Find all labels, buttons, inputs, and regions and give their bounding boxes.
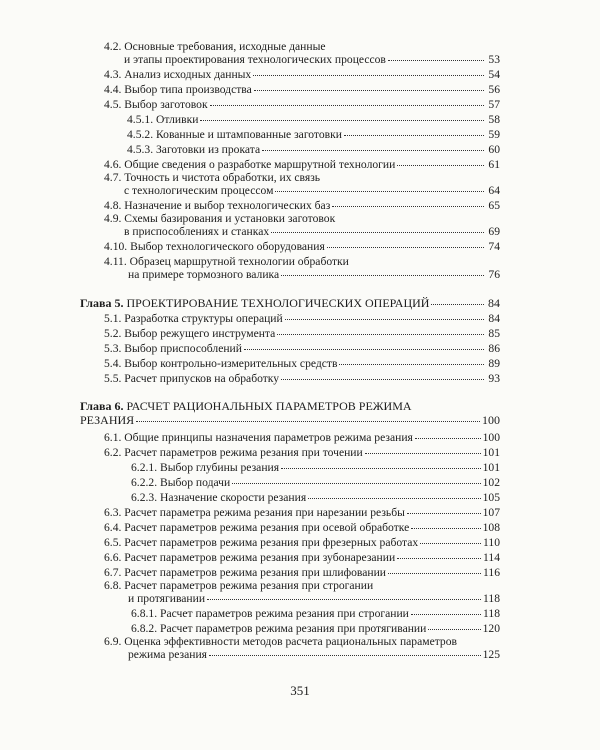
entry-number: 6.8.1. <box>131 607 158 620</box>
entry-page: 100 <box>482 431 500 444</box>
entry-number: 4.5.1. <box>127 113 154 126</box>
toc-entry <box>104 83 500 96</box>
entry-page: 116 <box>483 566 500 579</box>
entry-page: 56 <box>488 83 500 96</box>
toc-entry <box>131 622 500 635</box>
entry-title: Оценка эффективности методов расчета рациональных параметров <box>124 635 457 648</box>
leader-dots <box>281 468 481 469</box>
entry-number: 6.3. <box>104 506 122 519</box>
leader-dots <box>407 513 481 514</box>
entry-page: 74 <box>488 240 500 253</box>
leader-dots <box>428 629 480 630</box>
toc-entry <box>104 579 500 605</box>
entry-page: 105 <box>482 491 500 504</box>
toc-entry <box>104 372 500 385</box>
entry-title-cont: режима резания <box>128 648 208 661</box>
leader-dots <box>411 528 480 529</box>
entry-number: 4.9. <box>104 212 122 225</box>
toc-entry <box>104 40 500 66</box>
entry-title: Назначение скорости резания <box>160 491 307 504</box>
leader-dots <box>281 379 484 380</box>
leader-dots <box>388 60 484 61</box>
entry-number: 4.10. <box>104 240 128 253</box>
toc-entry <box>104 212 500 238</box>
entry-number: 4.2. <box>104 40 122 53</box>
entry-page: 54 <box>488 68 500 81</box>
entry-title: Расчет параметров режима резания при строгании <box>124 579 374 592</box>
entry-title: Выбор контрольно-измерительных средств <box>124 357 338 370</box>
entry-number: 6.2.2. <box>131 476 158 489</box>
leader-dots <box>200 120 484 121</box>
toc-entry <box>127 128 500 141</box>
leader-dots <box>281 275 484 276</box>
entry-title: Расчет параметров режима резания при точении <box>124 446 363 459</box>
leader-dots <box>275 191 484 192</box>
toc-entry <box>104 431 500 444</box>
entry-number: 4.5. <box>104 98 122 111</box>
entry-title: Выбор технологического оборудования <box>130 240 325 253</box>
leader-dots <box>420 543 481 544</box>
chapter-label: Глава 5. <box>80 296 124 310</box>
entry-number: 5.3. <box>104 342 122 355</box>
entry-title: Общие сведения о разработке маршрутной технологии <box>124 158 396 171</box>
entry-page: 118 <box>483 592 500 605</box>
toc-entry <box>104 327 500 340</box>
entry-page: 114 <box>483 551 500 564</box>
entry-title: Образец маршрутной технологии обработки <box>129 255 349 268</box>
entry-page: 101 <box>482 446 500 459</box>
toc-entry <box>131 461 500 474</box>
entry-page: 101 <box>482 461 500 474</box>
leader-dots <box>244 349 484 350</box>
toc-entry <box>104 312 500 325</box>
entry-title: Отливки <box>156 113 199 126</box>
entry-page: 85 <box>488 327 500 340</box>
toc-entry <box>104 98 500 111</box>
entry-title: Расчет параметров режима резания при зубонарезании <box>124 551 396 564</box>
leader-dots <box>431 304 484 305</box>
leader-dots <box>415 438 481 439</box>
entry-page: 65 <box>488 199 500 212</box>
entry-title: Кованные и штампованные заготовки <box>156 128 342 141</box>
toc-entry <box>104 171 500 197</box>
entry-page: 110 <box>483 536 500 549</box>
entry-page: 53 <box>488 53 500 66</box>
entry-number: 4.4. <box>104 83 122 96</box>
entry-page: 120 <box>482 622 500 635</box>
chapter-title-cont: РЕЗАНИЯ <box>80 413 135 427</box>
leader-dots <box>332 206 484 207</box>
leader-dots <box>308 498 480 499</box>
entry-page: 84 <box>488 312 500 325</box>
toc-entry <box>104 536 500 549</box>
entry-number: 6.7. <box>104 566 122 579</box>
entry-page: 58 <box>488 113 500 126</box>
entry-page: 86 <box>488 342 500 355</box>
entry-number: 4.7. <box>104 171 122 184</box>
toc-entry <box>104 255 500 281</box>
toc-entry <box>104 342 500 355</box>
entry-number: 4.5.2. <box>127 128 154 141</box>
entry-title: Расчет припусков на обработку <box>124 372 280 385</box>
entry-title: Выбор режущего инструмента <box>124 327 276 340</box>
entry-number: 5.2. <box>104 327 122 340</box>
entry-number: 6.9. <box>104 635 122 648</box>
toc-entry <box>104 506 500 519</box>
toc-entry <box>131 607 500 620</box>
leader-dots <box>253 75 484 76</box>
chapter-heading <box>80 400 500 427</box>
entry-title: Расчет параметров режима резания при фрезерных работах <box>124 536 419 549</box>
leader-dots <box>271 232 484 233</box>
chapter-title: ПРОЕКТИРОВАНИЕ ТЕХНОЛОГИЧЕСКИХ ОПЕРАЦИЙ <box>126 296 430 310</box>
entry-page: 84 <box>488 296 500 310</box>
entry-number: 6.5. <box>104 536 122 549</box>
entry-title: Выбор глубины резания <box>160 461 280 474</box>
entry-page: 102 <box>482 476 500 489</box>
entry-page: 125 <box>482 648 500 661</box>
entry-title-cont: и этапы проектирования технологических процессов <box>124 53 386 66</box>
entry-title-cont: с технологическим процессом <box>124 184 274 197</box>
entry-title: Выбор типа производства <box>124 83 252 96</box>
entry-page: 59 <box>488 128 500 141</box>
leader-dots <box>397 558 481 559</box>
entry-title-cont: и протягивании <box>128 592 206 605</box>
entry-page: 69 <box>488 225 500 238</box>
entry-title: Расчет параметров режима резания при строгании <box>160 607 409 620</box>
entry-number: 6.2.1. <box>131 461 158 474</box>
entry-number: 4.8. <box>104 199 122 212</box>
entry-page: 89 <box>488 357 500 370</box>
entry-page: 64 <box>488 184 500 197</box>
leader-dots <box>209 655 481 656</box>
toc-entry <box>127 113 500 126</box>
entry-number: 4.5.3. <box>127 143 154 156</box>
toc-entry <box>104 199 500 212</box>
entry-page: 93 <box>488 372 500 385</box>
entry-page: 118 <box>483 607 500 620</box>
toc-entry <box>104 566 500 579</box>
entry-title: Расчет параметров режима резания при протягивании <box>160 622 427 635</box>
toc-entry <box>104 551 500 564</box>
entry-title: Разработка структуры операций <box>124 312 283 325</box>
leader-dots <box>254 90 484 91</box>
toc-entry <box>104 635 500 661</box>
entry-number: 5.4. <box>104 357 122 370</box>
toc-entry <box>104 240 500 253</box>
leader-dots <box>136 421 480 422</box>
entry-title: Назначение и выбор технологических баз <box>124 199 331 212</box>
chapter-title: РАСЧЕТ РАЦИОНАЛЬНЫХ ПАРАМЕТРОВ РЕЖИМА <box>126 399 412 413</box>
entry-number: 6.1. <box>104 431 122 444</box>
chapter-label: Глава 6. <box>80 399 124 413</box>
entry-number: 6.4. <box>104 521 122 534</box>
toc-entry <box>131 491 500 504</box>
entry-number: 6.8.2. <box>131 622 158 635</box>
entry-title: Анализ исходных данных <box>124 68 252 81</box>
entry-title: Расчет параметров режима резания при шлифовании <box>124 566 387 579</box>
entry-title: Общие принципы назначения параметров режима резания <box>124 431 413 444</box>
entry-page: 76 <box>488 268 500 281</box>
entry-number: 6.2.3. <box>131 491 158 504</box>
chapter-heading <box>80 297 500 310</box>
entry-page: 60 <box>488 143 500 156</box>
entry-title: Основные требования, исходные данные <box>124 40 326 53</box>
entry-title: Выбор заготовок <box>124 98 208 111</box>
entry-number: 6.2. <box>104 446 122 459</box>
toc-entry <box>127 143 500 156</box>
entry-number: 6.8. <box>104 579 122 592</box>
entry-page: 57 <box>488 98 500 111</box>
leader-dots <box>210 105 484 106</box>
entry-title-cont: на примере тормозного валика <box>128 268 280 281</box>
entry-number: 4.3. <box>104 68 122 81</box>
leader-dots <box>277 334 484 335</box>
toc-entry <box>104 68 500 81</box>
leader-dots <box>207 599 481 600</box>
page-number: 351 <box>290 683 310 698</box>
toc-entry <box>104 158 500 171</box>
leader-dots <box>365 453 481 454</box>
entry-title: Расчет параметров режима резания при осевой обработке <box>124 521 410 534</box>
leader-dots <box>411 614 481 615</box>
entry-page: 108 <box>482 521 500 534</box>
leader-dots <box>397 165 484 166</box>
entry-title: Расчет параметра режима резания при нарезании резьбы <box>124 506 405 519</box>
entry-page: 107 <box>482 506 500 519</box>
entry-number: 4.6. <box>104 158 122 171</box>
leader-dots <box>388 573 481 574</box>
entry-number: 5.1. <box>104 312 122 325</box>
entry-title-cont: в приспособлениях и станках <box>124 225 270 238</box>
leader-dots <box>327 247 484 248</box>
entry-number: 5.5. <box>104 372 122 385</box>
entry-title: Схемы базирования и установки заготовок <box>124 212 336 225</box>
toc-entry <box>104 521 500 534</box>
toc-entry <box>131 476 500 489</box>
toc-entry <box>104 357 500 370</box>
entry-page: 61 <box>488 158 500 171</box>
toc-entry <box>104 446 500 459</box>
leader-dots <box>262 150 484 151</box>
leader-dots <box>285 319 484 320</box>
leader-dots <box>232 483 480 484</box>
leader-dots <box>339 364 484 365</box>
entry-title: Выбор приспособлений <box>124 342 242 355</box>
entry-title: Выбор подачи <box>160 476 231 489</box>
entry-title: Заготовки из проката <box>156 143 261 156</box>
leader-dots <box>344 135 484 136</box>
entry-number: 4.11. <box>104 255 127 268</box>
entry-number: 6.6. <box>104 551 122 564</box>
entry-page: 100 <box>482 413 500 427</box>
entry-title: Точность и чистота обработки, их связь <box>124 171 321 184</box>
